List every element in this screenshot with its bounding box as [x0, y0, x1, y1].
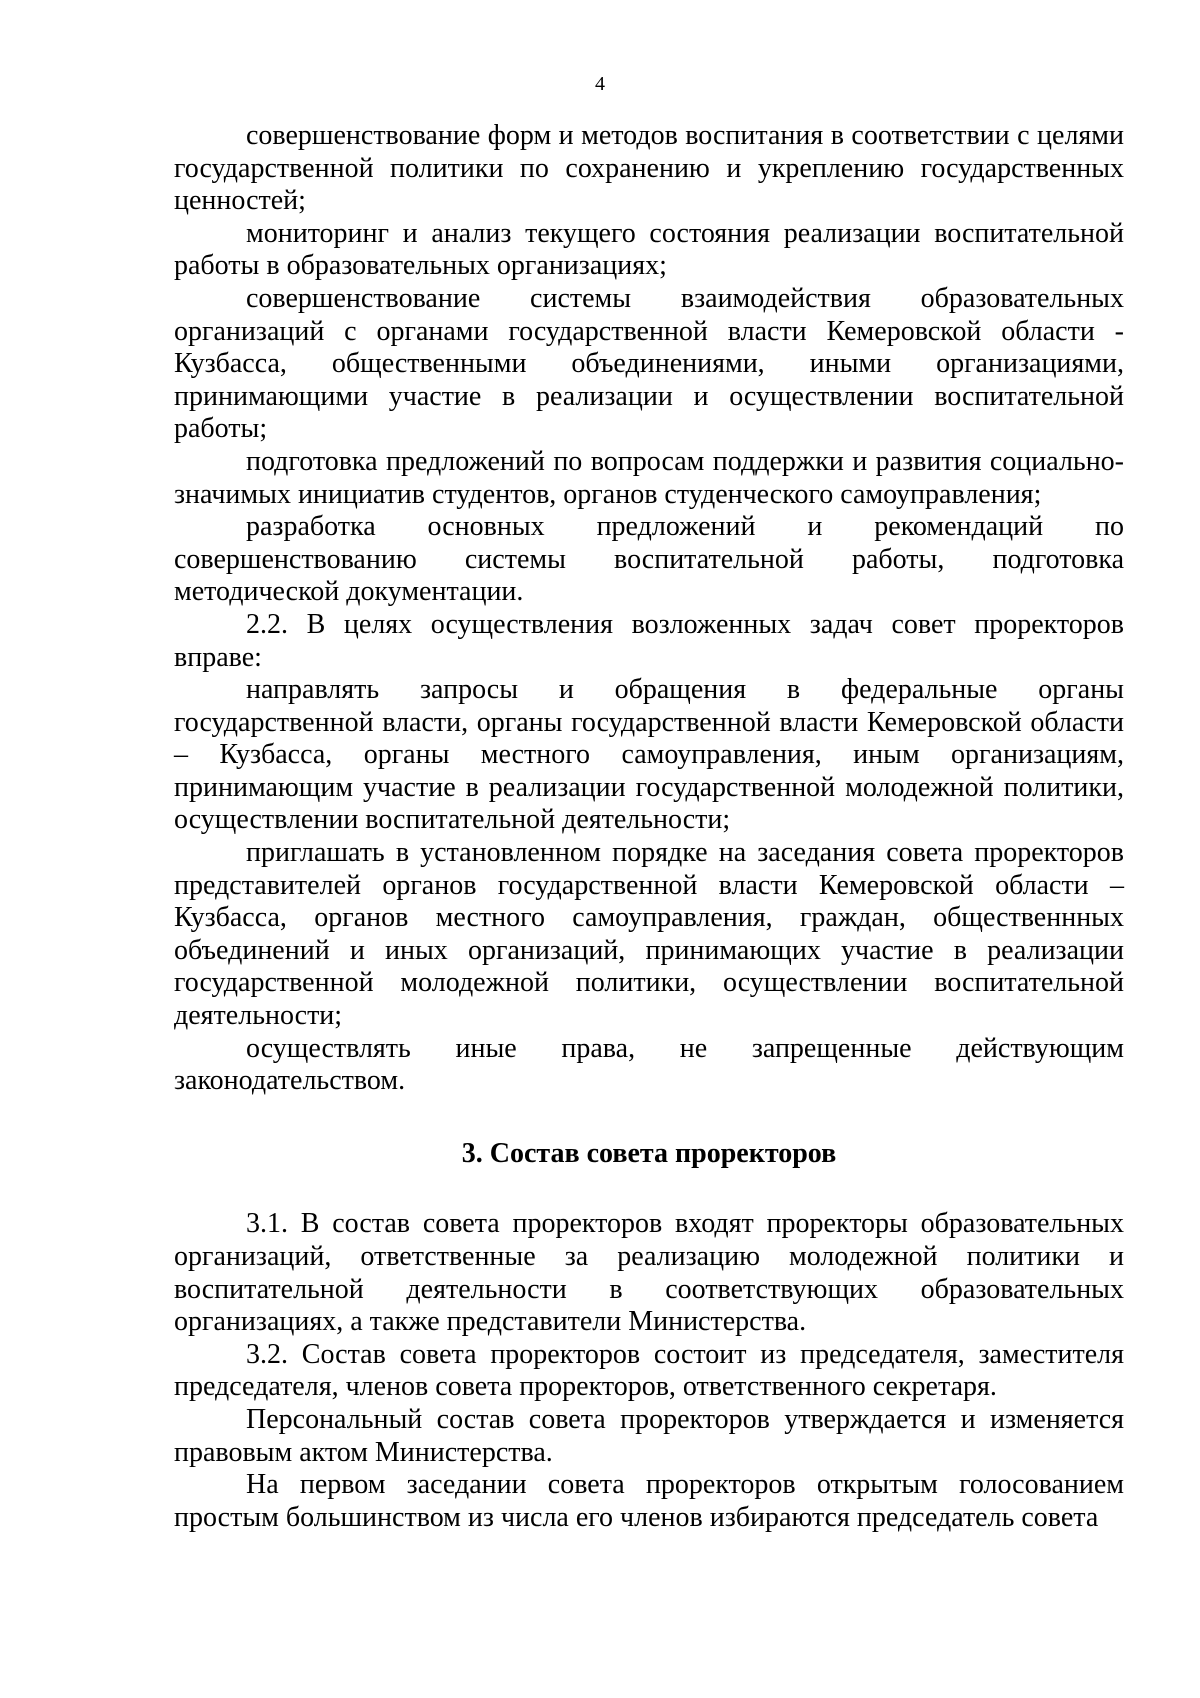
- paragraph: Персональный состав совета проректоров утверждается и изменяется правовым актом Министерства.: [174, 1403, 1124, 1468]
- section-heading: 3. Состав совета проректоров: [461, 1137, 837, 1169]
- paragraph: мониторинг и анализ текущего состояния реализации воспитательной работы в образовательных организациях;: [174, 217, 1124, 282]
- paragraph: направлять запросы и обращения в федеральные органы государственной власти, органы государственной власти Кемеровской области – Кузбасса, органы местного самоуправления, иным организациям, принимающим участие в реализации государственной молодежной политики, осуществлении воспитательной деятельности;: [174, 674, 1124, 836]
- paragraph: совершенствование форм и методов воспитания в соответствии с целями государственной политики по сохранению и укреплению государственных ценностей;: [174, 120, 1124, 217]
- paragraph: приглашать в установленном порядке на заседания совета проректоров представителей органов государственной власти Кемеровской области – Кузбасса, органов местного самоуправления, граждан, общественнных объединений и иных организаций, принимающих участие в реализации государственной молодежной политики, осуществлении воспитательной деятельности;: [174, 837, 1124, 1032]
- paragraph: 3.2. Состав совета проректоров состоит из председателя, заместителя председателя, членов совета проректоров, ответственного секретаря.: [174, 1338, 1124, 1403]
- document-body: [174, 120, 1124, 1534]
- paragraph: разработка основных предложений и рекомендаций по совершенствованию системы воспитательной работы, подготовка методической документации.: [174, 511, 1124, 608]
- page-number: 4: [595, 73, 605, 95]
- paragraph: На первом заседании совета проректоров открытым голосованием простым большинством из числа его членов избираются председатель совета: [174, 1469, 1124, 1533]
- paragraph: 3.1. В состав совета проректоров входят проректоры образовательных организаций, ответственные за реализацию молодежной политики и воспитательной деятельности в соответствующих образовательных организациях, а также представители Министерства.: [174, 1208, 1124, 1338]
- paragraph: совершенствование системы взаимодействия образовательных организаций с органами государственной власти Кемеровской области - Кузбасса, общественными объединениями, иными организациями, принимающими участие в реализации и осуществлении воспитательной работы;: [174, 282, 1124, 445]
- paragraph: подготовка предложений по вопросам поддержки и развития социально- значимых инициатив студентов, органов студенческого самоуправления;: [174, 445, 1124, 510]
- paragraph: 2.2. В целях осуществления возложенных задач совет проректоров вправе:: [174, 608, 1124, 673]
- paragraph: осуществлять иные права, не запрещенные действующим законодательством.: [174, 1032, 1124, 1097]
